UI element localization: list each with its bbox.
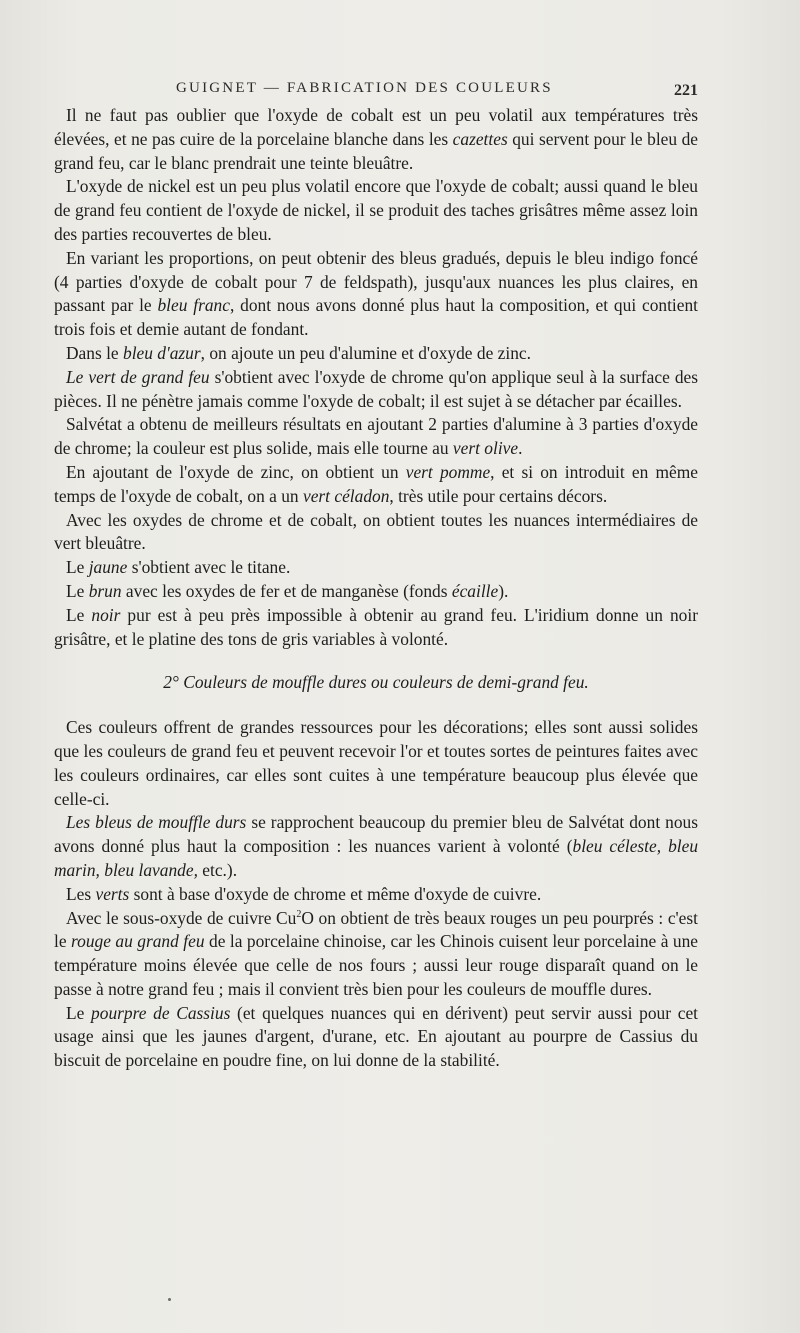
page-speck (168, 1298, 171, 1301)
paragraph: Le jaune s'obtient avec le titane. (66, 557, 291, 578)
paragraph: L'oxyde de nickel est un peu plus volatil encore que l'oxyde de cobalt; aussi quand le bleu de grand feu contient de l'oxyde de nickel, il se produit des taches grisâtres même assez loin des parties recouvertes de bleu. (54, 176, 698, 244)
paragraph: Avec le sous-oxyde de cuivre Cu$^2$O on obtient de très beaux rouges un peu pourprés : c'est le rouge au grand feu de la porcelaine chinoise, car les Chinois cuisent leur porcelaine à une température moins élevée que celle de nos fours ; aussi leur rouge disparaît quand on le passe à notre grand feu ; mais il convient très bien pour les couleurs de mouffle dures. (54, 907, 698, 999)
paragraph: Il ne faut pas oublier que l'oxyde de cobalt est un peu volatil aux températures très élevées, et ne pas cuire de la porcelaine blanche dans les cazettes qui servent pour le bleu de grand feu, car le blanc prendrait une teinte bleuâtre. (54, 105, 698, 173)
running-head (58, 80, 698, 104)
running-title: GUIGNET — FABRICATION DES COULEURS (176, 80, 553, 96)
paragraph: Ces couleurs offrent de grandes ressources pour les décorations; elles sont aussi solides que les couleurs de grand feu et peuvent recevoir l'or et toutes sortes de peintures faites avec les couleurs ordinaires, car elles sont cuites à une température beaucoup plus élevée que celle-ci. (54, 717, 698, 809)
paragraph: Le vert de grand feu s'obtient avec l'oxyde de chrome qu'on applique seul à la surface des pièces. Il ne pénètre jamais comme l'oxyde de cobalt; il est sujet à se détacher par écailles. (54, 366, 698, 411)
paragraph: Les bleus de mouffle durs se rapprochent beaucoup du premier bleu de Salvétat dont nous avons donné plus haut la composition : les nuances varient à volonté (bleu céleste, bleu marin, bleu lavande, etc.). (54, 812, 699, 880)
paragraph: En ajoutant de l'oxyde de zinc, on obtient un vert pomme, et si on introduit en même temps de l'oxyde de cobalt, on a un vert céladon, très utile pour certains décors. (54, 461, 698, 506)
paragraph: Le noir pur est à peu près impossible à obtenir au grand feu. L'iridium donne un noir grisâtre, et le platine des tons de gris variables à volonté. (54, 604, 698, 649)
paragraph: Le pourpre de Cassius (et quelques nuances qui en dérivent) peut servir aussi pour cet usage ainsi que les jaunes d'argent, d'urane, etc. En ajoutant au pourpre de Cassius du biscuit de porcelaine en poudre fine, on lui donne de la stabilité. (54, 1002, 698, 1071)
paragraph: Salvétat a obtenu de meilleurs résultats en ajoutant 2 parties d'alumine à 3 parties d'oxyde de chrome; la couleur est plus solide, mais elle tourne au vert olive. (54, 414, 698, 459)
page-number: 221 (674, 82, 698, 99)
paragraph: Les verts sont à base d'oxyde de chrome et même d'oxyde de cuivre. (66, 883, 542, 904)
paragraph: En variant les proportions, on peut obtenir des bleus gradués, depuis le bleu indigo foncé (4 parties d'oxyde de cobalt pour 7 de feldspath), jusqu'aux nuances les plus claires, en passant par le bleu franc, dont nous avons donné plus haut la composition, et qui contient trois fois et demie autant de fondant. (54, 247, 699, 340)
paragraph: Avec les oxydes de chrome et de cobalt, on obtient toutes les nuances intermédiaires de vert bleuâtre. (54, 509, 698, 554)
paragraph: Dans le bleu d'azur, on ajoute un peu d'alumine et d'oxyde de zinc. (66, 342, 531, 363)
section-heading: 2° Couleurs de mouffle dures ou couleurs de demi-grand feu. (163, 672, 589, 693)
body-text (54, 104, 698, 1073)
paragraph: Le brun avec les oxydes de fer et de manganèse (fonds écaille). (66, 580, 509, 601)
